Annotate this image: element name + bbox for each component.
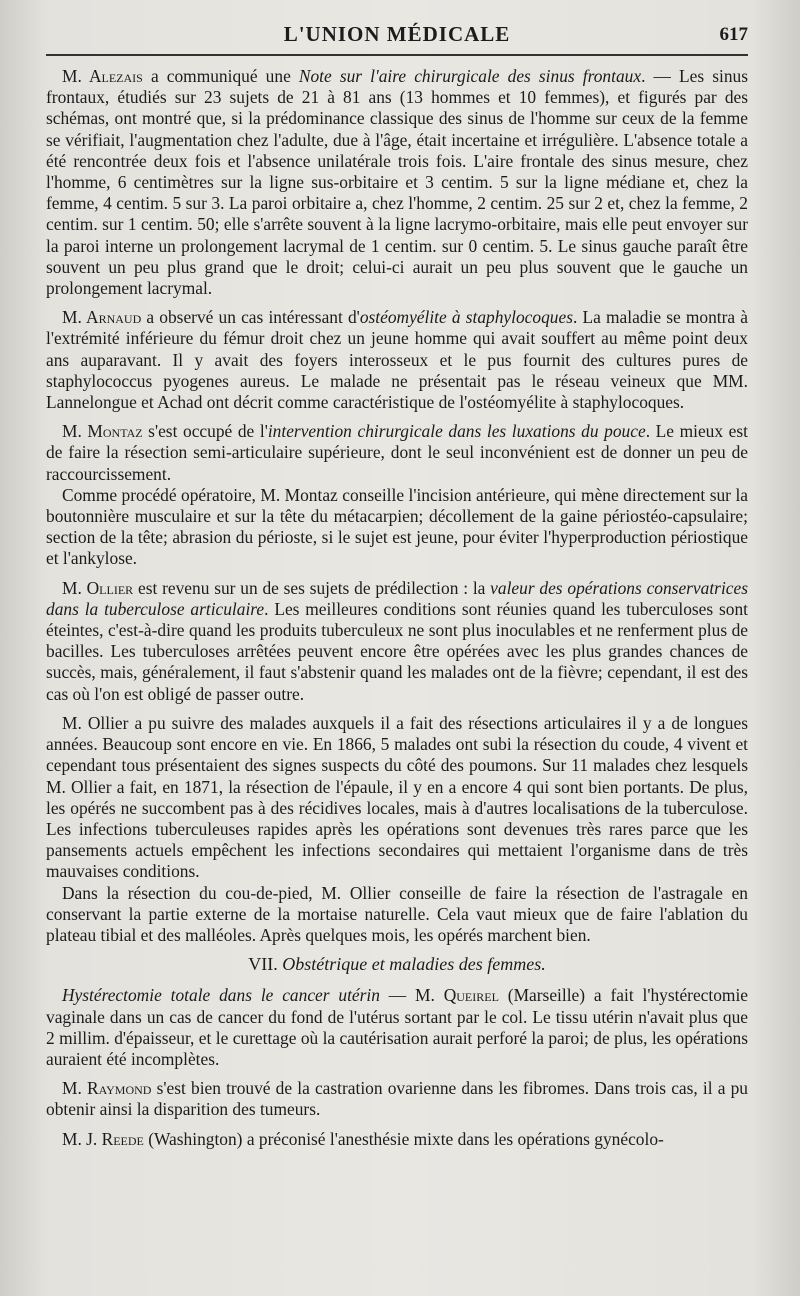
- running-title: L'UNION MÉDICALE: [283, 22, 511, 46]
- paragraph: M. J. Reede (Washington) a préconisé l'anesthésie mixte dans les opérations gynécolo-: [62, 1128, 664, 1149]
- paragraph: M. Raymond s'est bien trouvé de la castration ovarienne dans les fibromes. Dans trois cas, il a pu obtenir ainsi la disparition des tumeurs.: [46, 1078, 749, 1120]
- body-text: [46, 66, 748, 1150]
- paragraph: M. Montaz s'est occupé de l'intervention chirurgicale dans les luxations du pouce. Le mieux est de faire la résection semi-articulaire supérieure, dont le seul inconvénient est de donner un peu de raccourcissement.: [46, 421, 748, 484]
- header-rule: [46, 54, 748, 56]
- paragraph: Comme procédé opératoire, M. Montaz conseille l'incision antérieure, qui mène directement sur la boutonnière musculaire et sur la tête du métacarpien; décollement de la gaine périostéo-capsulaire; section de la tête; abrasion du périoste, si le sujet est jeune, pour éviter l'hyperproduction périostique et l'ankylose.: [46, 484, 748, 569]
- paragraph: Hystérectomie totale dans le cancer utérin — M. Queirel (Marseille) a fait l'hystérectomie vaginale dans un cas de cancer du fond de l'utérus sortant par le col. Le tissu utérin n'avait plus que 2 millim. d'épaisseur, et le curettage où la cautérisation aurait perforé la paroi; de plus, les opérations auraient été incomplètes.: [46, 985, 749, 1069]
- section-heading: VII. Obstétrique et maladies des femmes.: [248, 954, 546, 975]
- page-header: [46, 22, 748, 50]
- paragraph: M. Arnaud a observé un cas intéressant d'ostéomyélite à staphylocoques. La maladie se montra à l'extrémité inférieure du fémur droit chez un jeune homme qui avait souffert au même point deux ans auparavant. Il y avait des foyers interosseux et le pus fournit des cultures pures de staphylococcus pyogenes aureus. Le malade ne présentait pas le réseau veineux que MM. Lannelongue et Achad ont décrit comme caractéristique de l'ostéomyélite à staphylocoques.: [46, 307, 748, 413]
- paragraph: Dans la résection du cou-de-pied, M. Ollier conseille de faire la résection de l'astragale en conservant la partie externe de la mortaise naturelle. Cela vaut mieux que de faire l'ablation du plateau tibial et des malléoles. Après quelques mois, les opérés marchent bien.: [46, 882, 748, 945]
- paragraph: M. Ollier a pu suivre des malades auxquels il a fait des résections articulaires il y a de longues années. Beaucoup sont encore en vie. En 1866, 5 malades ont subi la résection du coude, 4 vivent et cependant tous présentaient des signes suspects du côté des poumons. Sur 11 malades chez lesquels M. Ollier a fait, en 1871, la résection de l'épaule, il y en a encore 4 qui sont bien portants. De plus, les opérés ne succombent pas à des récidives locales, mais à d'autres localisations de la tuberculose. Les infections tuberculeuses rapides après les opérations sont devenues très rares parce que les pansements actuels empêchent les infections secondaires qui mettaient l'organisme dans de très mauvaises conditions.: [46, 712, 748, 882]
- page-number: 617: [719, 24, 748, 45]
- paragraph: M. Alezais a communiqué une Note sur l'aire chirurgicale des sinus frontaux. — Les sinus frontaux, étudiés sur 23 sujets de 21 à 81 ans (13 hommes et 10 femmes), et figurés par des schémas, ont montré que, si la prédominance classique des sinus de l'homme sur ceux de la femme se vérifiait, l'augmentation chez l'adulte, due à l'âge, était incertaine et irrégulière. L'absence totale a été rencontrée deux fois et l'absence unilatérale trois fois. L'aire frontale des sinus mesure, chez l'homme, 6 centimètres sur la ligne sus-orbitaire et 3 centim. 5 sur la ligne médiane et, chez la femme, 4 centim. 5 sur 3. La paroi orbitaire a, chez l'homme, 2 centim. 25 sur 2 et, chez la femme, 2 centim. sur 1 centim. 50; elle s'arrête souvent à la ligne lacrymo-orbitaire, mais elle peut envoyer sur la paroi interne un prolongement lacrymal de 1 centim. sur 0 centim. 5. Le sinus gauche paraît être souvent un peu plus grand que le droit; celui-ci aurait un peu plus souvent que le gauche un prolongement lacrymal.: [46, 66, 748, 299]
- paragraph: M. Ollier est revenu sur un de ses sujets de prédilection : la valeur des opérations conservatrices dans la tuberculose articulaire. Les meilleures conditions sont réunies quand les tuberculoses sont éteintes, c'est-à-dire quand les produits tuberculeux ne sont plus inoculables et ne renferment plus de bacilles. Les tuberculoses arrêtées peuvent encore être opérées avec les plus grandes chances de succès, mais, généralement, il faut s'abstenir quand les malades ont de la fièvre; cependant, il est des cas où l'on est obligé de passer outre.: [46, 577, 749, 704]
